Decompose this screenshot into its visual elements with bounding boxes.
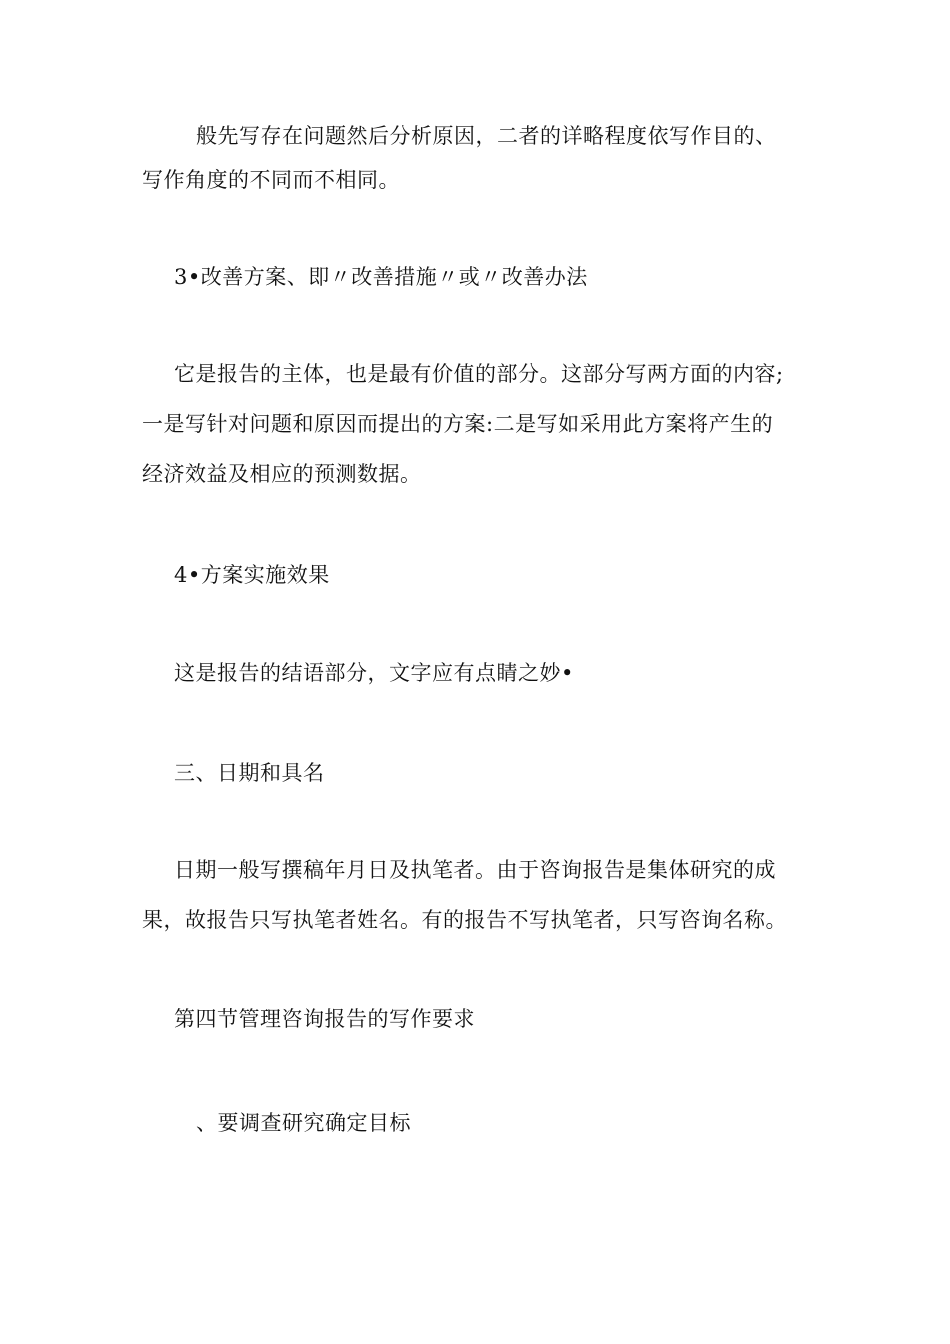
paragraph-line: 一是写针对问题和原因而提出的方案:二是写如采用此方案将产生的 [142, 412, 774, 436]
section-heading: 4•方案实施效果 [174, 563, 330, 587]
chapter-heading: 第四节管理咨询报告的写作要求 [174, 1007, 475, 1031]
section-heading: 3•改善方案、即〃改善措施〃或〃改善办法 [174, 265, 588, 289]
paragraph-line: 般先写存在问题然后分析原因，二者的详略程度依写作目的、 [196, 124, 777, 148]
paragraph-line: 日期一般写撰稿年月日及执笔者。由于咨询报告是集体研究的成 [174, 858, 776, 882]
subsection-heading: 、要调查研究确定目标 [196, 1111, 411, 1135]
paragraph-line: 写作角度的不同而不相同。 [142, 168, 400, 192]
paragraph-line: 经济效益及相应的预测数据。 [142, 462, 422, 486]
paragraph-line: 它是报告的主体，也是最有价值的部分。这部分写两方面的内容; [174, 362, 784, 386]
section-heading: 三、日期和具名 [174, 761, 325, 785]
paragraph-line: 果，故报告只写执笔者姓名。有的报告不写执笔者，只写咨询名称。 [142, 908, 787, 932]
paragraph-line: 这是报告的结语部分，文字应有点睛之妙• [174, 661, 574, 685]
